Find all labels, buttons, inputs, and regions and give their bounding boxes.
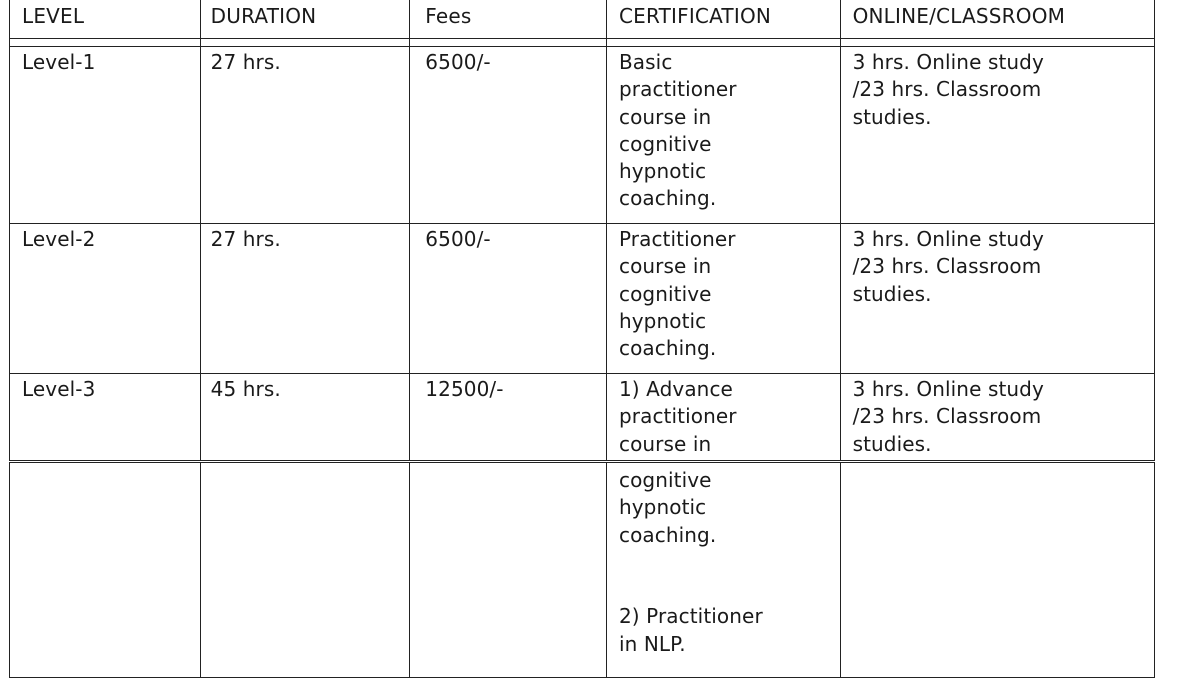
header-duration: DURATION (201, 0, 411, 38)
table-header-row (9, 0, 1155, 39)
cell-certification: Basic practitioner course in cognitive hypnotic coaching. (607, 47, 841, 223)
table-spacer-row (9, 39, 1155, 47)
spacer-cell (10, 39, 201, 46)
cell-level: Level-1 (10, 47, 201, 223)
table-row (9, 224, 1155, 374)
table-row (9, 374, 1155, 461)
header-online-classroom: ONLINE/CLASSROOM (852, 4, 1066, 28)
cell-duration: 27 hrs. (201, 224, 411, 373)
cell-level (10, 463, 201, 677)
course-table (9, 0, 1155, 678)
cell-mode: 3 hrs. Online study /23 hrs. Classroom studies. (852, 50, 1044, 129)
spacer-cell (841, 39, 1154, 46)
header-certification: CERTIFICATION (607, 0, 841, 38)
header-level: LEVEL (10, 0, 201, 38)
cell-level: Level-2 (10, 224, 201, 373)
cell-duration: 27 hrs. (201, 47, 411, 223)
cell-duration (201, 463, 411, 677)
cell-fees: 12500/- (410, 374, 607, 460)
spacer-cell (607, 39, 841, 46)
cell-certification: 1) Advance practitioner course in (607, 374, 841, 460)
table-row (9, 47, 1155, 224)
cell-mode: 3 hrs. Online study /23 hrs. Classroom studies. (852, 377, 1044, 456)
spacer-cell (201, 39, 411, 46)
cell-fees: 6500/- (410, 224, 607, 373)
cell-level: Level-3 (10, 374, 201, 460)
cell-mode: 3 hrs. Online study /23 hrs. Classroom studies. (852, 227, 1044, 306)
header-fees: Fees (410, 0, 607, 38)
cell-certification: Practitioner course in cognitive hypnotic coaching. (607, 224, 841, 373)
cell-fees: 6500/- (410, 47, 607, 223)
cell-duration: 45 hrs. (201, 374, 411, 460)
cell-mode (841, 463, 1154, 677)
table-row-continued (9, 462, 1155, 678)
cell-certification: cognitive hypnotic coaching. 2) Practitioner in NLP. (607, 463, 841, 677)
spacer-cell (410, 39, 607, 46)
cell-fees (410, 463, 607, 677)
